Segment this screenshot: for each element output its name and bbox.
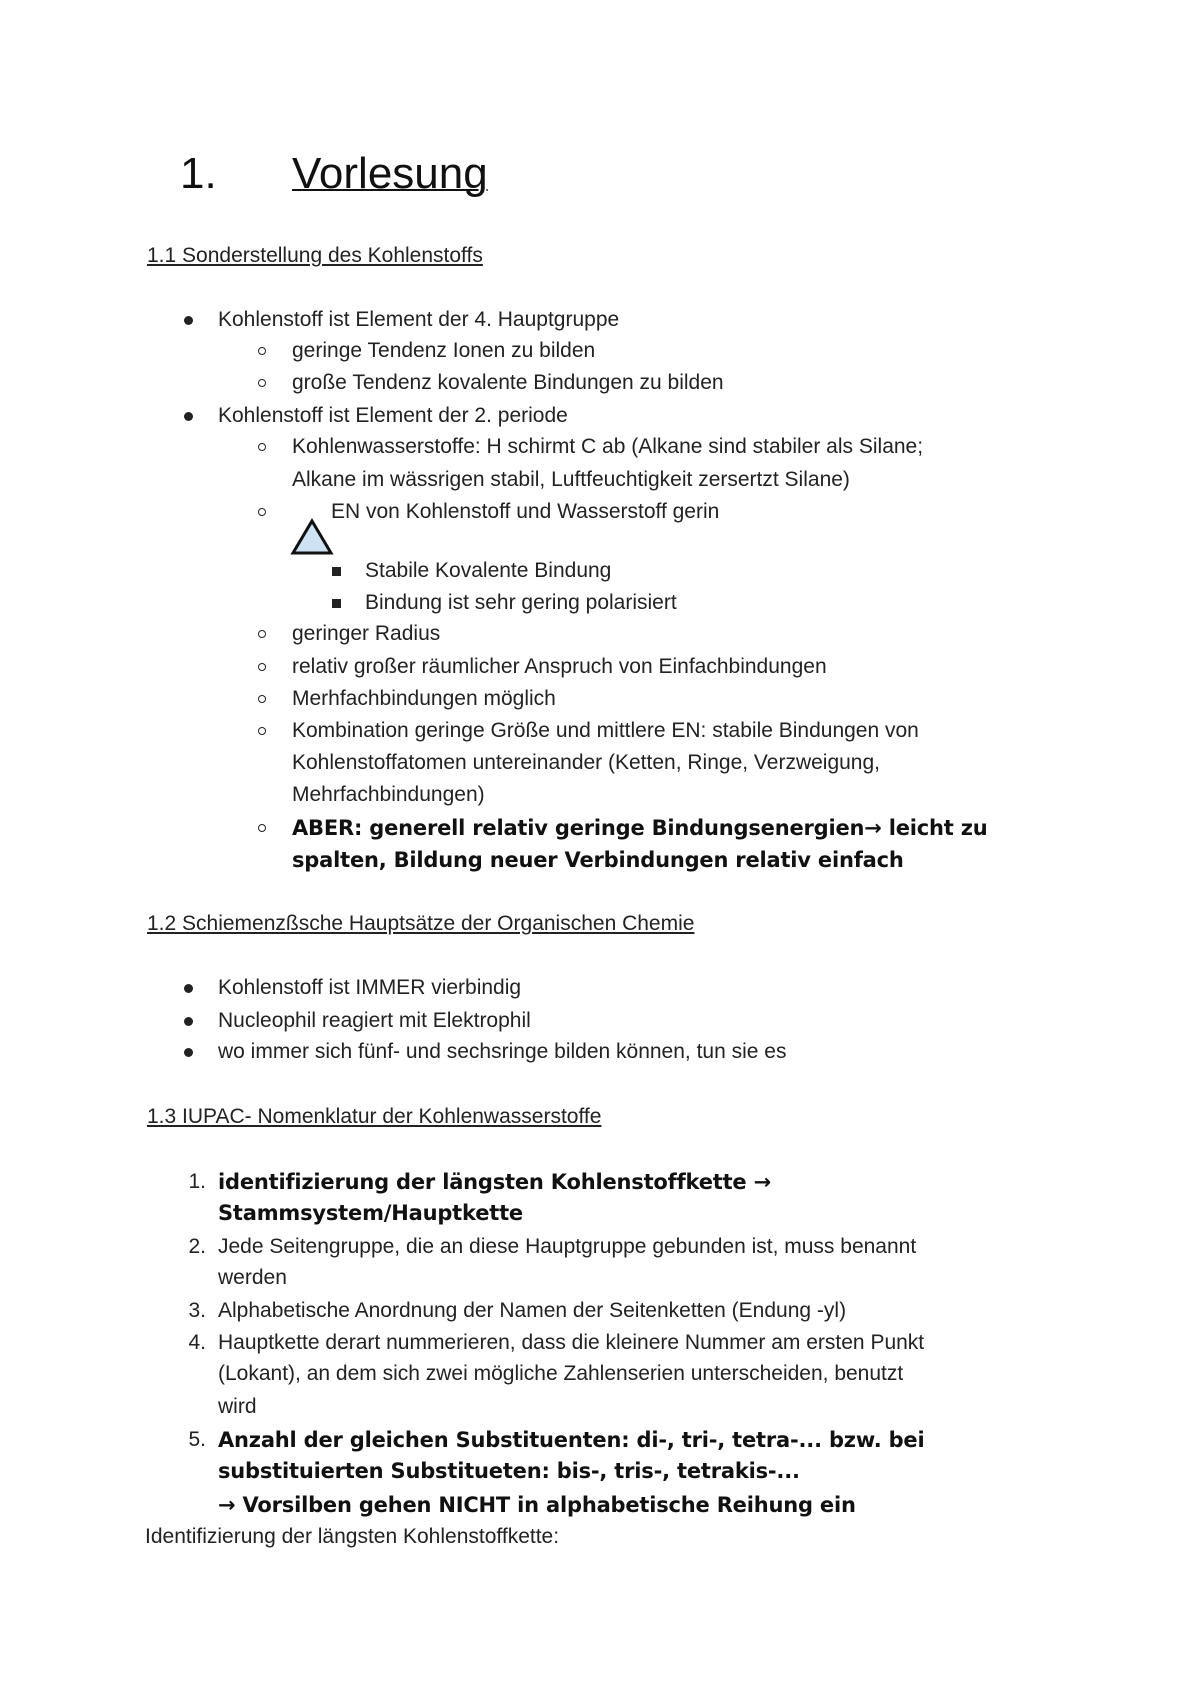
- list-item: Kohlenwasserstoffe: H schirmt C ab (Alkane sind stabiler als Silane;: [292, 435, 924, 458]
- bullet-icon: [184, 412, 193, 421]
- list-item: wo immer sich fünf- und sechsringe bilden können, tun sie es: [218, 1040, 787, 1063]
- circle-bullet-icon: [258, 347, 266, 355]
- circle-bullet-icon: [258, 695, 266, 703]
- square-bullet-icon: [332, 567, 341, 576]
- list-item-continuation: Stammsystem/Hauptkette: [218, 1201, 523, 1225]
- list-item: Nucleophil reagiert mit Elektrophil: [218, 1009, 531, 1032]
- list-item-continuation: → Vorsilben gehen NICHT in alphabetische Reihung ein: [218, 1493, 856, 1517]
- list-item: Kohlenstoff ist IMMER vierbindig: [218, 976, 522, 999]
- list-item-continuation: spalten, Bildung neuer Verbindungen relativ einfach: [292, 848, 904, 872]
- list-item: Hauptkette derart nummerieren, dass die kleinere Nummer am ersten Punkt: [218, 1331, 925, 1354]
- circle-bullet-icon: [258, 630, 266, 638]
- list-item: Bindung ist sehr gering polarisiert: [365, 591, 677, 614]
- list-item: relativ großer räumlicher Anspruch von Einfachbindungen: [292, 655, 827, 678]
- page-title: [180, 148, 488, 200]
- list-item: Kohlenstoff ist Element der 2. periode: [218, 404, 568, 427]
- section-heading: 1.3 IUPAC- Nomenklatur der Kohlenwasserstoffe: [147, 1105, 602, 1128]
- list-item: geringer Radius: [292, 622, 441, 645]
- section-heading: 1.1 Sonderstellung des Kohlenstoffs: [147, 244, 483, 267]
- circle-bullet-icon: [258, 508, 266, 516]
- bullet-icon: [184, 316, 193, 325]
- list-item-continuation: (Lokant), an dem sich zwei mögliche Zahlenserien unterscheiden, benutzt: [218, 1362, 904, 1385]
- title-text: Vorlesung: [292, 149, 488, 198]
- section-heading: 1.2 Schiemenzßsche Hauptsätze der Organischen Chemie: [147, 912, 695, 935]
- list-item: Jede Seitengruppe, die an diese Hauptgruppe gebunden ist, muss benannt: [218, 1235, 917, 1258]
- list-item: Alphabetische Anordnung der Namen der Seitenketten (Endung -yl): [218, 1299, 847, 1322]
- list-item-continuation: Alkane im wässrigen stabil, Luftfeuchtigkeit zersertzt Silane): [292, 468, 850, 491]
- list-item-bold: Anzahl der gleichen Substituenten: di-, tri-, tetra-... bzw. bei: [218, 1428, 925, 1452]
- list-item: Merhfachbindungen möglich: [292, 687, 556, 710]
- list-item: Stabile Kovalente Bindung: [365, 559, 612, 582]
- circle-bullet-icon: [258, 443, 266, 451]
- list-number: 5.: [188, 1428, 206, 1451]
- list-number: 2.: [188, 1235, 206, 1258]
- title-number: 1.: [180, 149, 217, 198]
- list-item: Kombination geringe Größe und mittlere EN: stabile Bindungen von: [292, 719, 919, 742]
- list-number: 4.: [188, 1331, 206, 1354]
- list-item: große Tendenz kovalente Bindungen zu bilden: [292, 371, 724, 394]
- list-item: geringe Tendenz Ionen zu bilden: [292, 339, 596, 362]
- list-item: EN von Kohlenstoff und Wasserstoff gerin: [331, 500, 720, 523]
- body-text: Identifizierung der längsten Kohlenstoffkette:: [145, 1525, 560, 1548]
- list-item-continuation: Kohlenstoffatomen untereinander (Ketten, Ringe, Verzweigung,: [292, 751, 880, 774]
- bullet-icon: [184, 984, 193, 993]
- list-item-bold: ABER: generell relativ geringe Bindungsenergien→ leicht zu: [292, 816, 988, 840]
- triangle-delta-icon: [290, 518, 334, 556]
- list-item-continuation: substituierten Substitueten: bis-, tris-, tetrakis-...: [218, 1459, 800, 1483]
- list-item-continuation: wird: [218, 1395, 257, 1418]
- bullet-icon: [184, 1048, 193, 1057]
- list-number: 3.: [188, 1299, 206, 1322]
- list-item: Kohlenstoff ist Element der 4. Hauptgruppe: [218, 308, 620, 331]
- list-number: 1.: [188, 1170, 206, 1193]
- list-item-continuation: Mehrfachbindungen): [292, 783, 485, 806]
- list-item-bold: identifizierung der längsten Kohlenstoffkette →: [218, 1170, 771, 1194]
- circle-bullet-icon: [258, 663, 266, 671]
- circle-bullet-icon: [258, 379, 266, 387]
- circle-bullet-icon: [258, 727, 266, 735]
- bullet-icon: [184, 1017, 193, 1026]
- circle-bullet-icon: [258, 824, 266, 832]
- list-item-continuation: werden: [218, 1266, 287, 1289]
- square-bullet-icon: [332, 599, 341, 608]
